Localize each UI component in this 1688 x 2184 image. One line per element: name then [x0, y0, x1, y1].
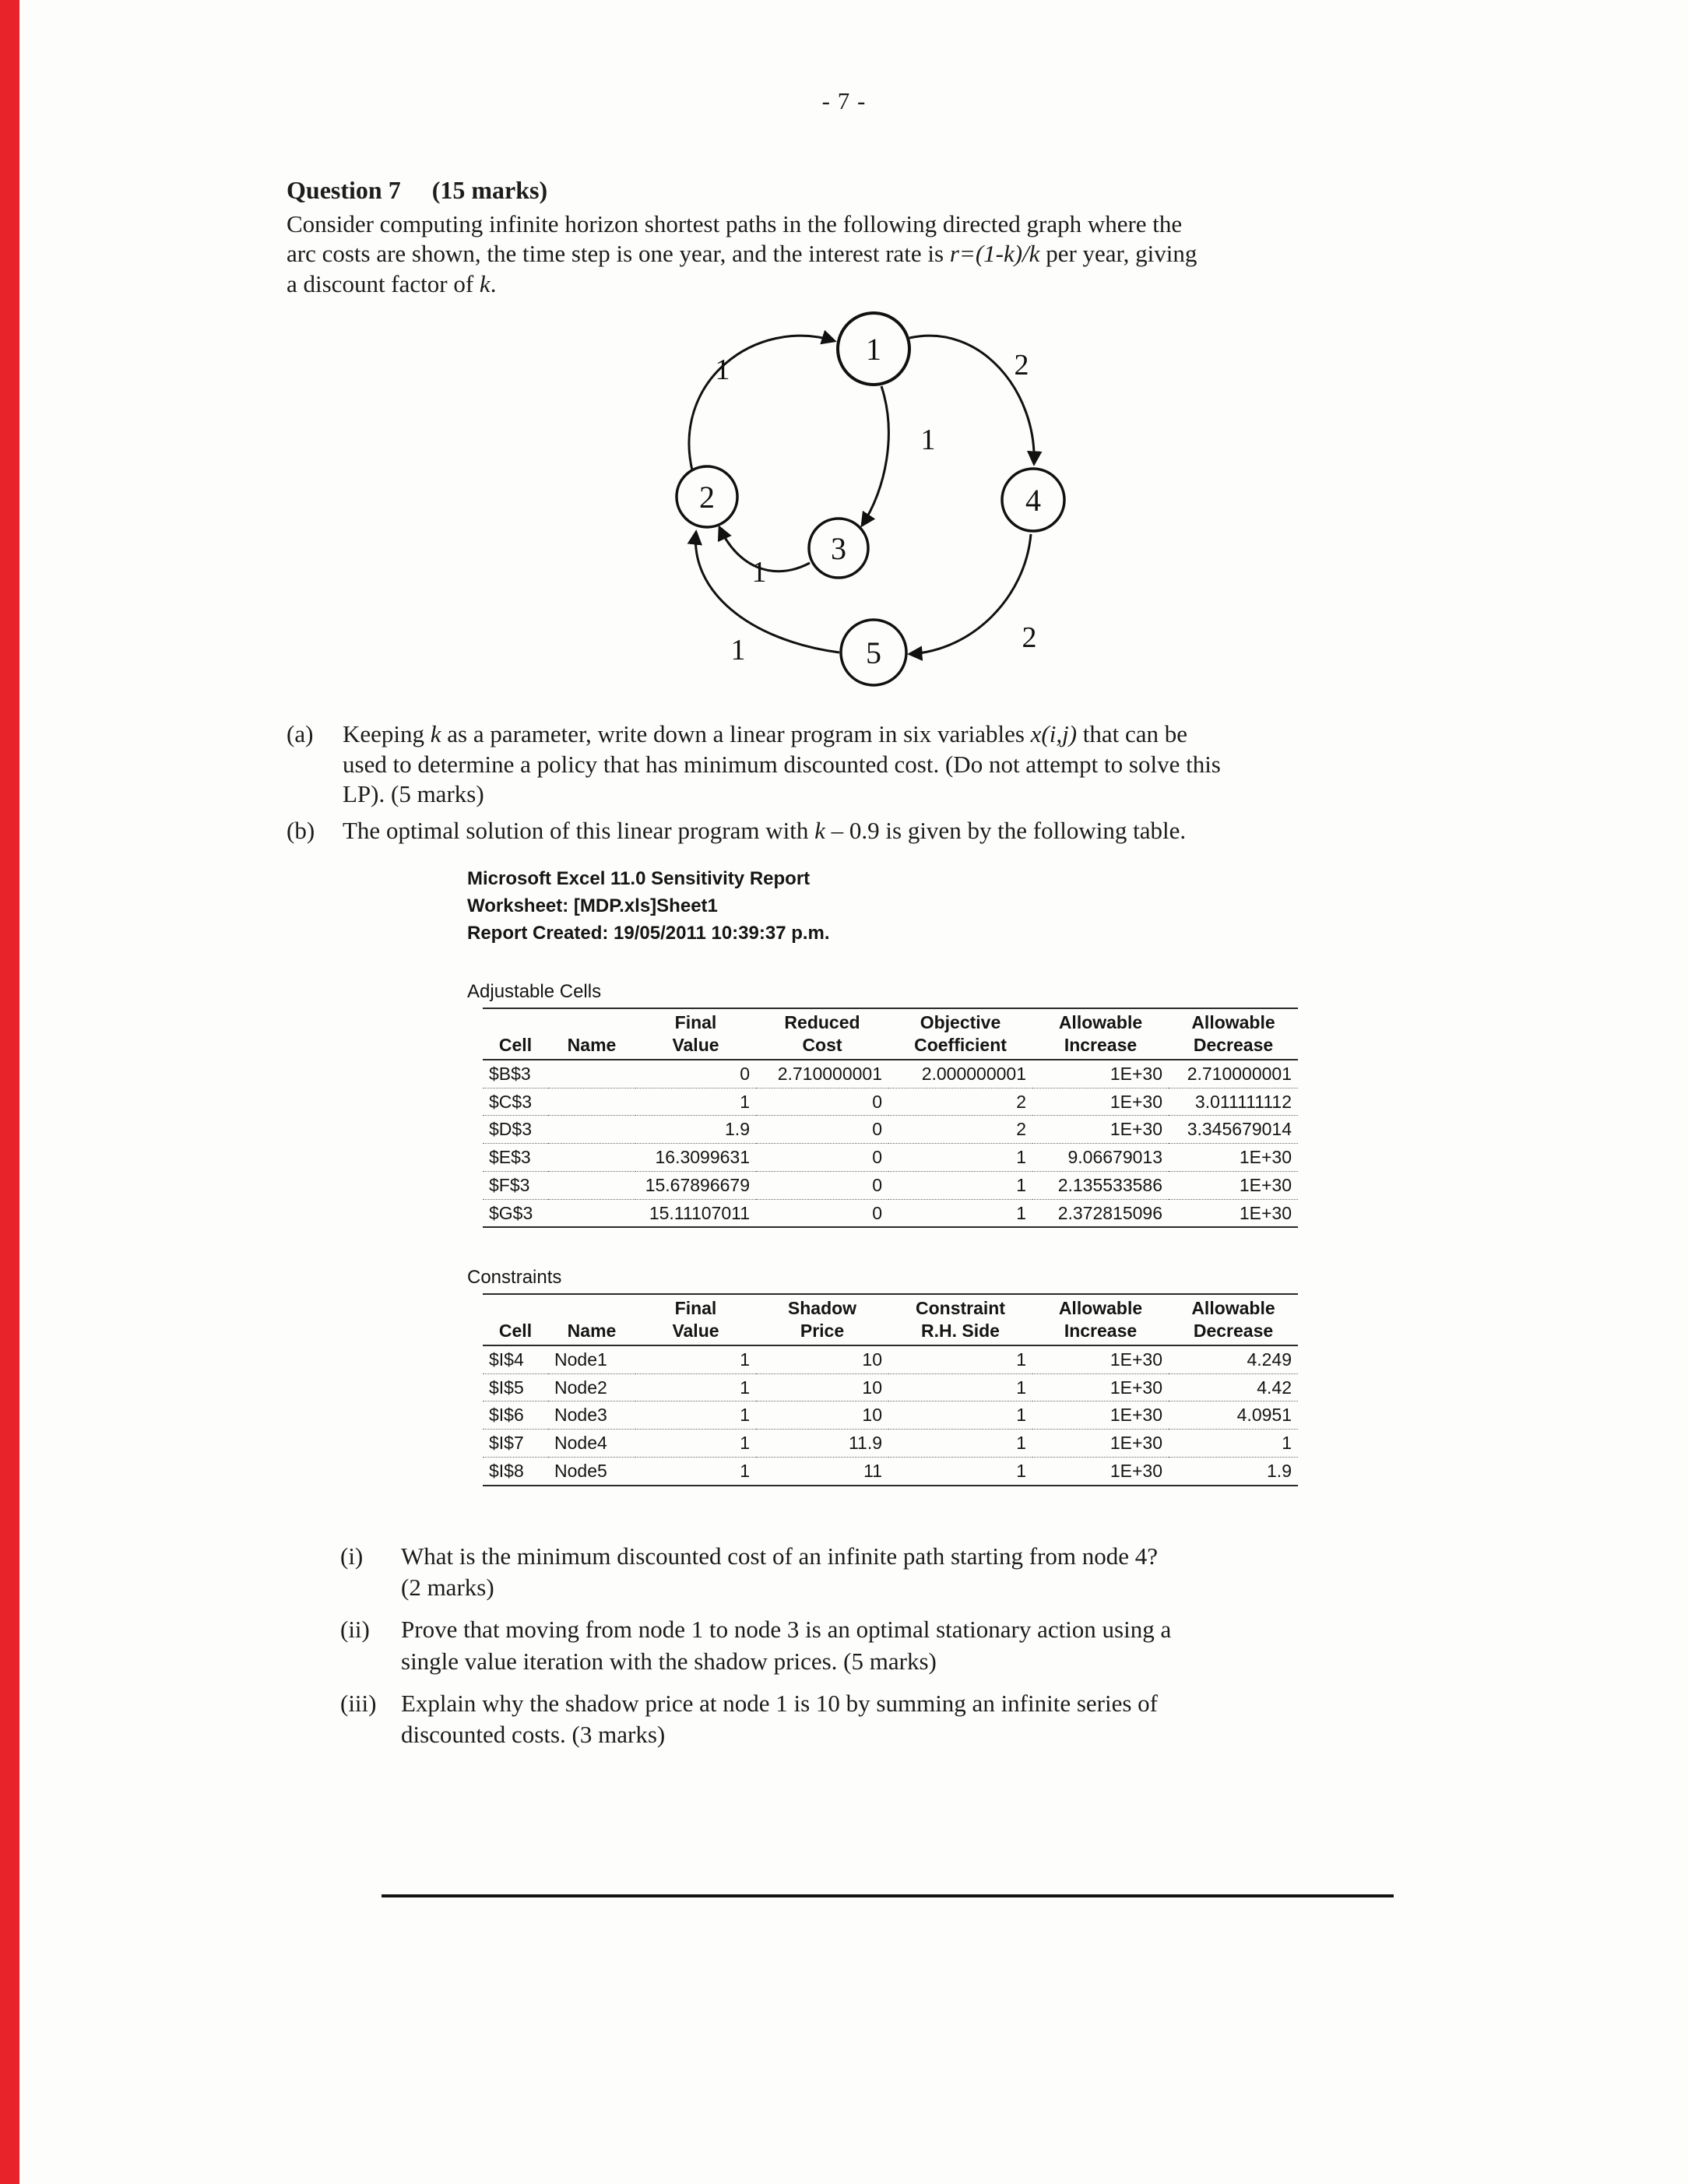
subquestion-iii-label: (iii)	[340, 1689, 377, 1717]
cell-name: Node1	[548, 1345, 635, 1373]
part-a	[287, 719, 1470, 809]
cell-ref: $E$3	[483, 1144, 548, 1172]
part-a-text	[343, 719, 1470, 809]
table-row	[483, 1430, 1298, 1458]
reduced-cost: 0	[756, 1116, 888, 1144]
table-row	[483, 1199, 1298, 1227]
subquestion-ii-label: (ii)	[340, 1616, 370, 1644]
col-header: Increase	[1032, 1034, 1169, 1060]
part-a-label: (a)	[287, 720, 314, 748]
table-row	[483, 1060, 1298, 1088]
table-row	[483, 1171, 1298, 1199]
part-a-line3: LP). (5 marks)	[343, 780, 484, 808]
allowable-decrease: 1E+30	[1169, 1144, 1298, 1172]
cell-ref: $G$3	[483, 1199, 548, 1227]
constraint-rhs: 1	[888, 1401, 1032, 1430]
table-header-row	[483, 1008, 1298, 1034]
subq-ii-line2: single value iteration with the shadow prices. (5 marks)	[401, 1647, 937, 1675]
subq-i-line1: What is the minimum discounted cost of an infinite path starting from node 4?	[401, 1542, 1158, 1570]
col-header: Coefficient	[888, 1034, 1032, 1060]
col-header: Price	[756, 1320, 888, 1345]
allowable-increase: 1E+30	[1032, 1060, 1169, 1088]
intro-line-1: Consider computing infinite horizon shortest paths in the following directed graph where the	[287, 210, 1183, 237]
excel-sensitivity-report	[467, 866, 1470, 1486]
node-1-label: 1	[866, 332, 881, 368]
cell-name: Node4	[548, 1430, 635, 1458]
allowable-increase: 1E+30	[1032, 1401, 1169, 1430]
cell-ref: $I$8	[483, 1457, 548, 1485]
objective-coefficient: 1	[888, 1171, 1032, 1199]
allowable-decrease: 1E+30	[1169, 1199, 1298, 1227]
allowable-decrease: 4.42	[1169, 1373, 1298, 1401]
reduced-cost: 0	[756, 1144, 888, 1172]
allowable-increase: 1E+30	[1032, 1430, 1169, 1458]
part-a-line2: used to determine a policy that has minimum discounted cost. (Do not attempt to solve this	[343, 750, 1221, 778]
objective-coefficient: 2	[888, 1088, 1032, 1116]
constraint-rhs: 1	[888, 1373, 1032, 1401]
part-b-seg2: – 0.9 is given by the following table.	[825, 816, 1187, 844]
col-header: Name	[548, 1320, 635, 1345]
final-value: 15.11107011	[635, 1199, 756, 1227]
allowable-decrease: 1E+30	[1169, 1171, 1298, 1199]
col-header: Value	[635, 1320, 756, 1345]
page-content	[287, 176, 1470, 1897]
col-header	[483, 1294, 548, 1320]
cost-5-to-2: 1	[730, 634, 746, 667]
subq-ii-line1: Prove that moving from node 1 to node 3 is an optimal stationary action using a	[401, 1616, 1172, 1644]
cost-3-to-2: 1	[751, 556, 767, 589]
col-header: Final	[635, 1294, 756, 1320]
page-number: - 7 -	[821, 87, 867, 114]
intro-line-3b: .	[490, 269, 497, 297]
cell-name	[548, 1116, 635, 1144]
node-3-label: 3	[831, 531, 846, 567]
intro-line-2a: arc costs are shown, the time step is one year, and the interest rate is	[287, 240, 950, 268]
part-b-label: (b)	[287, 816, 315, 844]
part-b	[287, 816, 1470, 846]
subquestion-i	[340, 1541, 1470, 1604]
final-value: 1	[635, 1345, 756, 1373]
interest-rate-formula: r=(1-k)/k	[949, 240, 1040, 268]
cell-ref: $I$6	[483, 1401, 548, 1430]
final-value: 15.67896679	[635, 1171, 756, 1199]
final-value: 16.3099631	[635, 1144, 756, 1172]
subq-iii-line1: Explain why the shadow price at node 1 is 10 by summing an infinite series of	[401, 1689, 1159, 1717]
part-a-k: k	[430, 720, 441, 748]
col-header: Objective	[888, 1008, 1032, 1034]
adjustable-cells-table	[483, 1008, 1298, 1228]
table-row	[483, 1088, 1298, 1116]
col-header: Constraint	[888, 1294, 1032, 1320]
cell-name	[548, 1171, 635, 1199]
subquestion-ii-text	[401, 1614, 1470, 1677]
col-header: Cost	[756, 1034, 888, 1060]
allowable-increase: 1E+30	[1032, 1345, 1169, 1373]
footer-rule	[382, 1894, 1394, 1897]
col-header: Name	[548, 1034, 635, 1060]
allowable-increase: 1E+30	[1032, 1116, 1169, 1144]
shadow-price: 11.9	[756, 1430, 888, 1458]
subquestion-i-text	[401, 1541, 1470, 1604]
allowable-decrease: 1.9	[1169, 1457, 1298, 1485]
col-header: Decrease	[1169, 1034, 1298, 1060]
question-marks: (15 marks)	[431, 176, 548, 204]
final-value: 0	[635, 1060, 756, 1088]
objective-coefficient: 1	[888, 1199, 1032, 1227]
report-created: Report Created: 19/05/2011 10:39:37 p.m.	[467, 922, 830, 944]
table-header-row	[483, 1320, 1298, 1345]
subquestion-iii	[340, 1688, 1470, 1751]
directed-graph-figure	[646, 308, 1145, 707]
objective-coefficient: 2	[888, 1116, 1032, 1144]
final-value: 1	[635, 1401, 756, 1430]
part-b-text	[343, 816, 1470, 846]
table-row	[483, 1144, 1298, 1172]
cost-1-to-4: 2	[1014, 349, 1029, 382]
node-4-label: 4	[1025, 483, 1041, 519]
final-value: 1	[635, 1088, 756, 1116]
cell-name	[548, 1199, 635, 1227]
allowable-decrease: 2.710000001	[1169, 1060, 1298, 1088]
part-b-k: k	[814, 816, 825, 844]
table-row	[483, 1373, 1298, 1401]
part-a-xij: x(i,j)	[1030, 720, 1078, 748]
allowable-increase: 9.06679013	[1032, 1144, 1169, 1172]
subquestion-i-label: (i)	[340, 1542, 364, 1570]
col-header	[548, 1008, 635, 1034]
question-title: Question 7	[287, 176, 401, 204]
scan-edge-artifact	[0, 0, 19, 2184]
col-header	[548, 1294, 635, 1320]
table-header-row	[483, 1034, 1298, 1060]
constraint-rhs: 1	[888, 1457, 1032, 1485]
constraint-rhs: 1	[888, 1430, 1032, 1458]
cell-ref: $I$5	[483, 1373, 548, 1401]
question-heading	[287, 176, 1470, 205]
constraints-label: Constraints	[467, 1267, 562, 1289]
col-header: Decrease	[1169, 1320, 1298, 1345]
shadow-price: 11	[756, 1457, 888, 1485]
subq-i-line2: (2 marks)	[401, 1574, 494, 1601]
node-2-label: 2	[699, 480, 715, 515]
col-header	[483, 1008, 548, 1034]
allowable-decrease: 4.0951	[1169, 1401, 1298, 1430]
cell-ref: $D$3	[483, 1116, 548, 1144]
allowable-increase: 1E+30	[1032, 1373, 1169, 1401]
cell-ref: $I$4	[483, 1345, 548, 1373]
allowable-increase: 2.372815096	[1032, 1199, 1169, 1227]
allowable-increase: 1E+30	[1032, 1088, 1169, 1116]
col-header: Allowable	[1169, 1294, 1298, 1320]
reduced-cost: 0	[756, 1199, 888, 1227]
subquestion-iii-text	[401, 1688, 1470, 1751]
final-value: 1	[635, 1457, 756, 1485]
allowable-increase: 2.135533586	[1032, 1171, 1169, 1199]
edge-1-to-3	[862, 386, 888, 526]
objective-coefficient: 1	[888, 1144, 1032, 1172]
col-header: Allowable	[1169, 1008, 1298, 1034]
objective-coefficient: 2.000000001	[888, 1060, 1032, 1088]
cell-ref: $C$3	[483, 1088, 548, 1116]
col-header: Cell	[483, 1034, 548, 1060]
reduced-cost: 0	[756, 1171, 888, 1199]
allowable-decrease: 3.011111112	[1169, 1088, 1298, 1116]
shadow-price: 10	[756, 1401, 888, 1430]
edge-4-to-5	[909, 534, 1031, 654]
graph-svg	[646, 308, 1145, 707]
table-header-row	[483, 1294, 1298, 1320]
node-5-label: 5	[866, 635, 881, 671]
reduced-cost: 2.710000001	[756, 1060, 888, 1088]
cell-ref: $B$3	[483, 1060, 548, 1088]
cell-name: Node2	[548, 1373, 635, 1401]
cell-name: Node5	[548, 1457, 635, 1485]
intro-line-2b: per year, giving	[1039, 240, 1197, 268]
shadow-price: 10	[756, 1345, 888, 1373]
col-header: Allowable	[1032, 1008, 1169, 1034]
col-header: Shadow	[756, 1294, 888, 1320]
col-header: Reduced	[756, 1008, 888, 1034]
adjustable-cells-label: Adjustable Cells	[467, 981, 602, 1003]
constraints-table	[483, 1293, 1298, 1486]
cell-name	[548, 1144, 635, 1172]
subquestion-ii	[340, 1614, 1470, 1677]
reduced-cost: 0	[756, 1088, 888, 1116]
part-a-seg3: that can be	[1077, 720, 1188, 748]
allowable-decrease: 4.249	[1169, 1345, 1298, 1373]
cell-name	[548, 1088, 635, 1116]
col-header: Final	[635, 1008, 756, 1034]
col-header: Increase	[1032, 1320, 1169, 1345]
col-header: Value	[635, 1034, 756, 1060]
cell-ref: $F$3	[483, 1171, 548, 1199]
col-header: R.H. Side	[888, 1320, 1032, 1345]
cell-name: Node3	[548, 1401, 635, 1430]
allowable-decrease: 1	[1169, 1430, 1298, 1458]
col-header: Cell	[483, 1320, 548, 1345]
subq-iii-line2: discounted costs. (3 marks)	[401, 1721, 666, 1749]
allowable-decrease: 3.345679014	[1169, 1116, 1298, 1144]
report-header	[467, 866, 1470, 947]
discount-factor-k: k	[479, 269, 491, 297]
final-value: 1.9	[635, 1116, 756, 1144]
allowable-increase: 1E+30	[1032, 1457, 1169, 1485]
part-a-seg2: as a parameter, write down a linear program in six variables	[441, 720, 1031, 748]
part-a-seg1: Keeping	[343, 720, 431, 748]
cell-name	[548, 1060, 635, 1088]
cell-ref: $I$7	[483, 1430, 548, 1458]
table-row	[483, 1345, 1298, 1373]
cost-4-to-5: 2	[1022, 621, 1037, 655]
final-value: 1	[635, 1430, 756, 1458]
intro-line-3a: a discount factor of	[287, 269, 480, 297]
report-worksheet: Worksheet: [MDP.xls]Sheet1	[467, 895, 718, 916]
col-header: Allowable	[1032, 1294, 1169, 1320]
report-title: Microsoft Excel 11.0 Sensitivity Report	[467, 868, 811, 890]
edge-2-to-1	[689, 336, 835, 474]
part-b-seg1: The optimal solution of this linear program with	[343, 816, 815, 844]
table-row	[483, 1457, 1298, 1485]
shadow-price: 10	[756, 1373, 888, 1401]
cost-2-to-1: 1	[715, 353, 730, 387]
constraint-rhs: 1	[888, 1345, 1032, 1373]
final-value: 1	[635, 1373, 756, 1401]
table-row	[483, 1116, 1298, 1144]
cost-1-to-3: 1	[920, 424, 936, 457]
question-intro	[287, 209, 1470, 299]
table-row	[483, 1401, 1298, 1430]
